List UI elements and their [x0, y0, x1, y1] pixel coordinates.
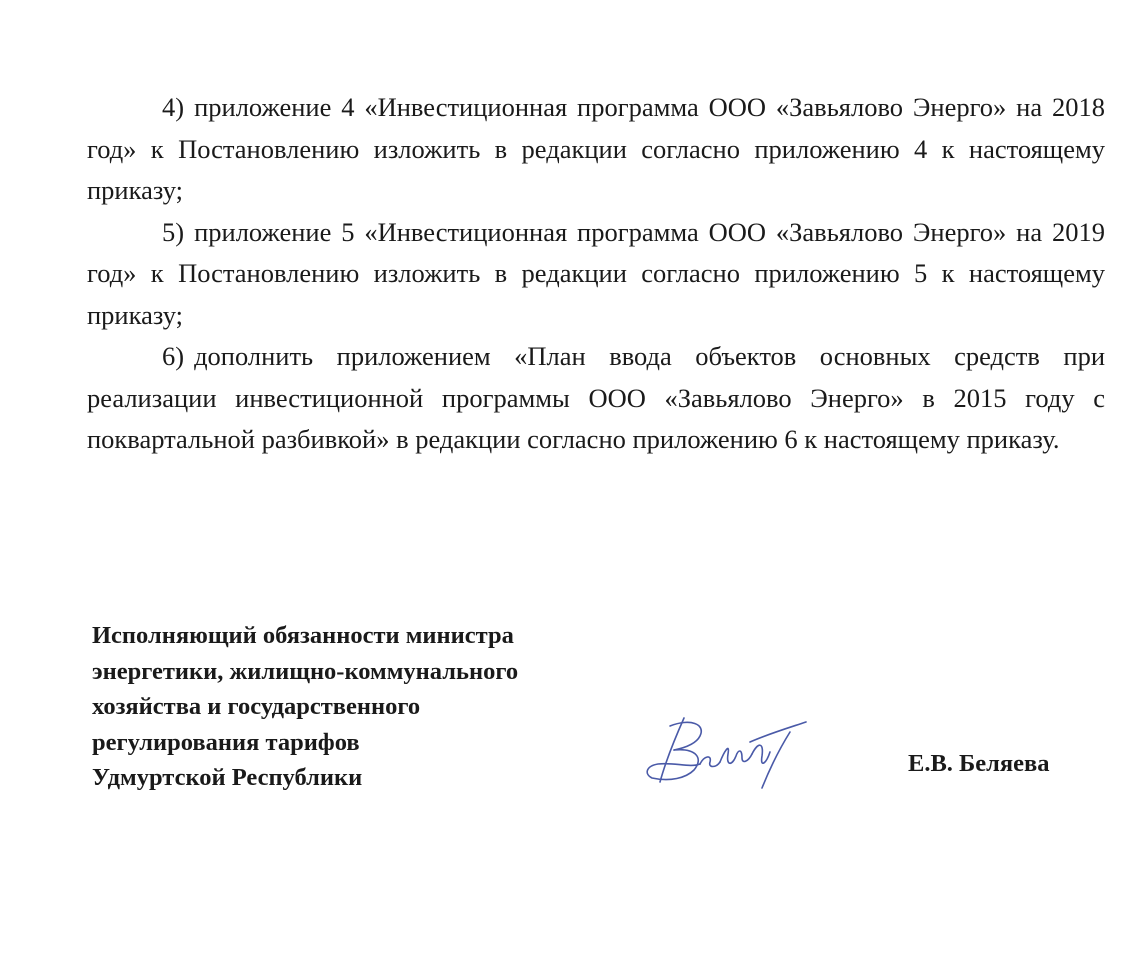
position-line: Исполняющий обязанности министра	[92, 622, 514, 649]
position-line: энергетики, жилищно-коммунального	[92, 657, 519, 685]
item-number: 6)	[162, 341, 185, 371]
signatory-position	[92, 618, 518, 796]
amendment-list	[87, 87, 1105, 461]
item-number: 5)	[162, 216, 185, 247]
amendment-item-5	[87, 212, 1105, 337]
item-text: приложение 4 «Инвестиционная программа ООО «Завьялово Энерго» на 2018 год» к Постановлению изложить в редакции согласно приложению 4 к настоящему приказу;	[87, 92, 1105, 205]
item-text: дополнить приложением «План ввода объектов основных средств при реализации инвестиционной программы ООО «Завьялово Энерго» в 2015 году с поквартальной разбивкой» в редакции согласно приложению 6 к настоящему приказу.	[87, 341, 1105, 454]
amendment-item-6	[87, 336, 1105, 461]
position-line: хозяйства и государственного	[92, 693, 421, 720]
amendment-item-4	[87, 87, 1105, 212]
handwritten-signature	[640, 712, 810, 792]
position-line: регулирования тарифов	[92, 728, 360, 756]
item-number: 4)	[162, 92, 185, 122]
item-text: приложение 5 «Инвестиционная программа ООО «Завьялово Энерго» на 2019 год» к Постановлению изложить в редакции согласно приложению 5 к настоящему приказу;	[87, 216, 1105, 330]
position-line: Удмуртской Республики	[92, 764, 363, 791]
signer-name: Е.В. Беляева	[908, 750, 1050, 777]
